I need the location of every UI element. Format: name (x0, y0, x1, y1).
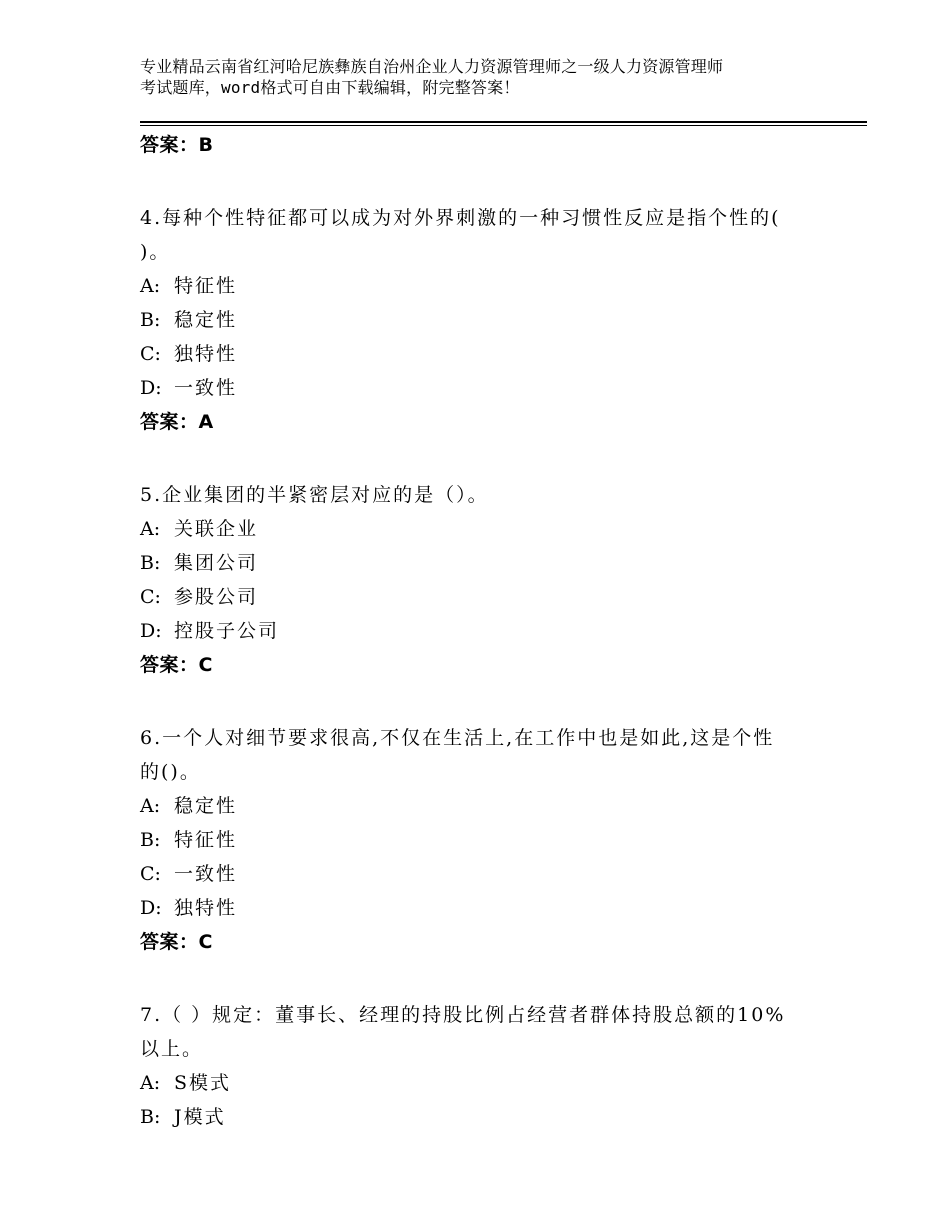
option-b (140, 1100, 820, 1134)
option-key: A: (140, 795, 161, 817)
question-7 (140, 998, 820, 1134)
option-d (140, 371, 820, 405)
option-key: C: (140, 343, 161, 365)
header-line-2: 考试题库，word格式可自由下载编辑，附完整答案！ (140, 78, 520, 97)
option-key: C: (140, 586, 161, 608)
option-text: 参股公司 (174, 586, 259, 608)
option-key: A: (140, 1072, 161, 1094)
option-b (140, 303, 820, 337)
question-stem-line-2: 的()。 (140, 761, 201, 783)
option-c (140, 337, 820, 371)
option-text: 稳定性 (174, 309, 238, 331)
question-4 (140, 201, 820, 439)
option-text: 稳定性 (174, 795, 238, 817)
option-a (140, 1066, 820, 1100)
option-key: C: (140, 863, 161, 885)
option-text: 集团公司 (174, 552, 259, 574)
option-text: S模式 (174, 1072, 232, 1094)
question-stem-line-1: 6.一个人对细节要求很高,不仅在生活上,在工作中也是如此,这是个性 (140, 727, 775, 749)
question-stem (140, 998, 820, 1066)
option-key: A: (140, 518, 161, 540)
header-divider-thick (140, 121, 867, 123)
option-key: B: (140, 309, 161, 331)
option-text: 特征性 (174, 275, 238, 297)
answer: 答案：C (140, 654, 213, 676)
header-line-1: 专业精品云南省红河哈尼族彝族自治州企业人力资源管理师之一级人力资源管理师 (140, 57, 724, 76)
question-stem (140, 478, 820, 512)
option-text: 控股子公司 (174, 620, 280, 642)
question-stem (140, 201, 820, 269)
option-b (140, 823, 820, 857)
option-text: 一致性 (174, 863, 238, 885)
header-divider-thin (140, 125, 867, 126)
option-key: D: (140, 897, 162, 919)
question-list (140, 128, 820, 1134)
option-c (140, 580, 820, 614)
previous-answer: 答案：B (140, 134, 214, 156)
question-stem-line-1: 5.企业集团的半紧密层对应的是（）。 (140, 484, 489, 506)
option-d (140, 891, 820, 925)
option-text: 独特性 (174, 897, 238, 919)
option-key: B: (140, 1106, 161, 1128)
option-key: D: (140, 377, 162, 399)
option-key: D: (140, 620, 162, 642)
question-stem-line-2: )。 (140, 241, 171, 263)
option-b (140, 546, 820, 580)
question-stem-line-1: 7.（ ）规定：董事长、经理的持股比例占经营者群体持股总额的10% (140, 1004, 786, 1026)
option-a (140, 269, 820, 303)
document-header (140, 56, 830, 98)
option-c (140, 857, 820, 891)
option-text: J模式 (174, 1106, 226, 1128)
option-key: B: (140, 829, 161, 851)
question-stem (140, 721, 820, 789)
question-5 (140, 478, 820, 682)
option-text: 独特性 (174, 343, 238, 365)
question-stem-line-1: 4.每种个性特征都可以成为对外界刺激的一种习惯性反应是指个性的( (140, 207, 781, 229)
option-key: A: (140, 275, 161, 297)
option-a (140, 512, 820, 546)
option-text: 关联企业 (174, 518, 259, 540)
option-a (140, 789, 820, 823)
question-6 (140, 721, 820, 959)
option-text: 一致性 (174, 377, 238, 399)
answer: 答案：A (140, 411, 214, 433)
question-stem-line-2: 以上。 (140, 1038, 204, 1060)
option-text: 特征性 (174, 829, 238, 851)
option-key: B: (140, 552, 161, 574)
option-d (140, 614, 820, 648)
answer: 答案：C (140, 931, 213, 953)
